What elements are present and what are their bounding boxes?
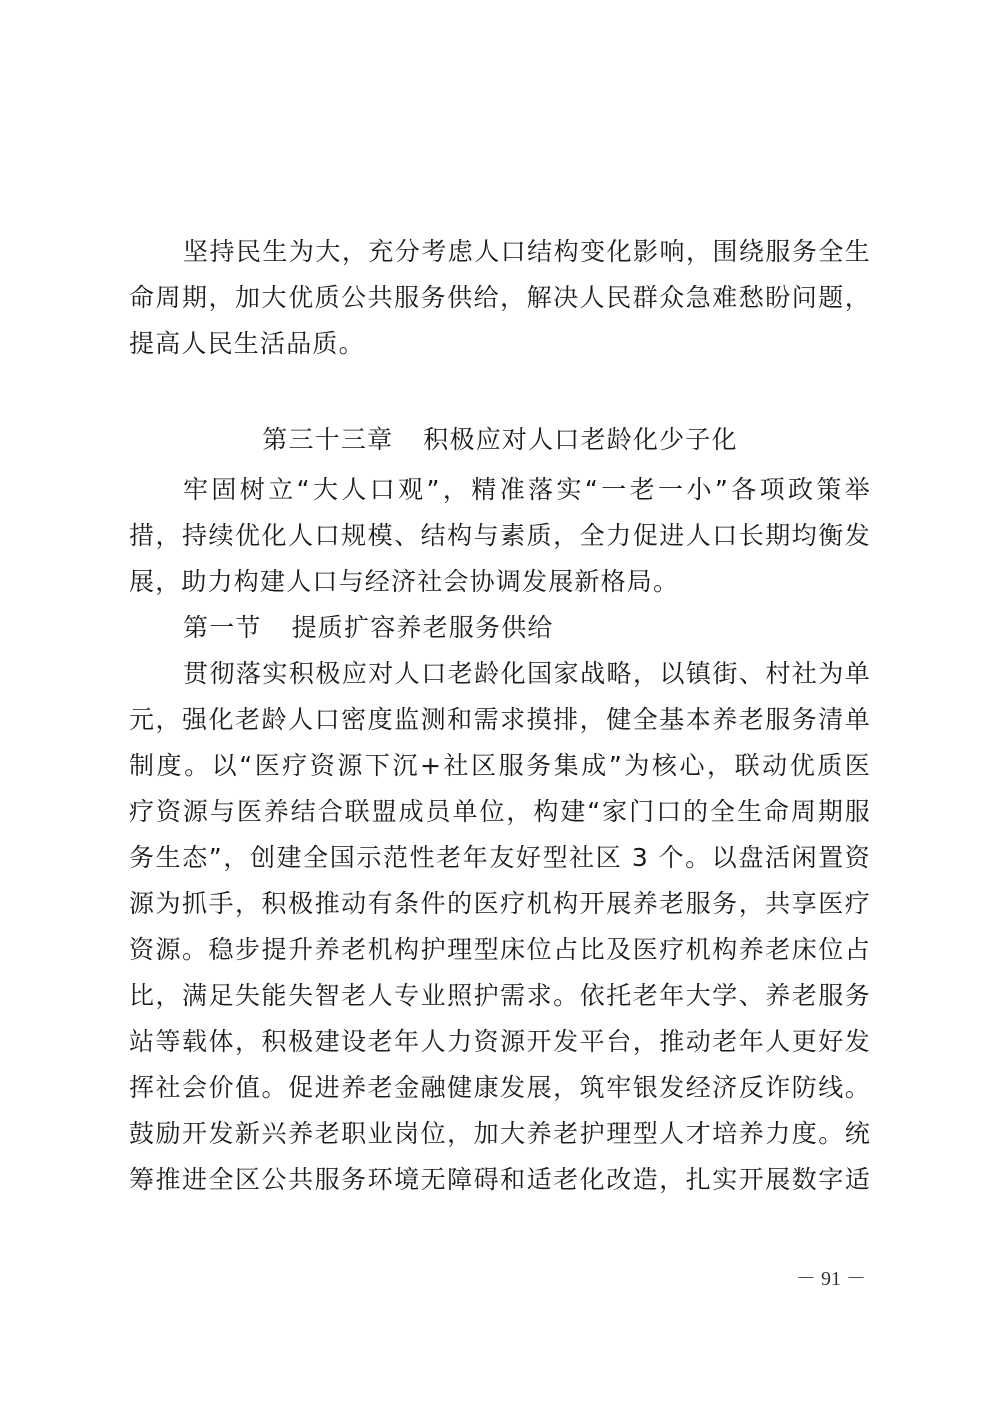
paragraph-line: 筹推进全区公共服务环境无障碍和适老化改造，扎实开展数字适 <box>129 1165 871 1194</box>
paragraph-line: 站等载体，积极建设老年人力资源开发平台，推动老年人更好发 <box>129 1027 871 1056</box>
paragraph-line: 务生态”，创建全国示范性老年友好型社区 3 个。以盘活闲置资 <box>129 843 871 872</box>
chapter-title: 积极应对人口老龄化少子化 <box>423 425 738 454</box>
section-number: 第一节 <box>183 613 262 642</box>
paragraph-line: 源为抓手，积极推动有条件的医疗机构开展养老服务，共享医疗 <box>129 889 871 918</box>
paragraph-line: 展，助力构建人口与经济社会协调发展新格局。 <box>129 567 680 596</box>
section-heading <box>183 605 554 651</box>
paragraph-line: 元，强化老龄人口密度监测和需求摸排，健全基本养老服务清单 <box>129 705 871 734</box>
section-paragraph <box>129 651 871 1203</box>
paragraph-line: 制度。以“医疗资源下沉+社区服务集成”为核心，联动优质医 <box>129 751 871 780</box>
intro-paragraph <box>129 229 871 367</box>
chapter-heading <box>0 417 1000 463</box>
paragraph-line: 命周期，加大优质公共服务供给，解决人民群众急难愁盼问题， <box>129 283 871 312</box>
paragraph-line: 疗资源与医养结合联盟成员单位，构建“家门口的全生命周期服 <box>129 797 871 826</box>
section-title: 提质扩容养老服务供给 <box>291 613 554 642</box>
paragraph-line: 贯彻落实积极应对人口老龄化国家战略，以镇街、村社为单 <box>183 659 871 688</box>
paragraph-line: 坚持民生为大，充分考虑人口结构变化影响，围绕服务全生 <box>183 237 871 266</box>
paragraph-line: 挥社会价值。促进养老金融健康发展，筑牢银发经济反诈防线。 <box>129 1073 871 1102</box>
paragraph-line: 比，满足失能失智老人专业照护需求。依托老年大学、养老服务 <box>129 981 871 1010</box>
paragraph-line: 措，持续优化人口规模、结构与素质，全力促进人口长期均衡发 <box>129 521 871 550</box>
paragraph-line: 牢固树立“大人口观”，精准落实“一老一小”各项政策举 <box>183 475 871 504</box>
page-number: － 91 － <box>796 1268 866 1290</box>
paragraph-line: 鼓励开发新兴养老职业岗位，加大养老护理型人才培养力度。统 <box>129 1119 871 1148</box>
paragraph-line: 资源。稳步提升养老机构护理型床位占比及医疗机构养老床位占 <box>129 935 871 964</box>
paragraph-line: 提高人民生活品质。 <box>129 329 365 358</box>
chapter-number: 第三十三章 <box>262 425 394 454</box>
chapter-paragraph <box>129 467 871 605</box>
